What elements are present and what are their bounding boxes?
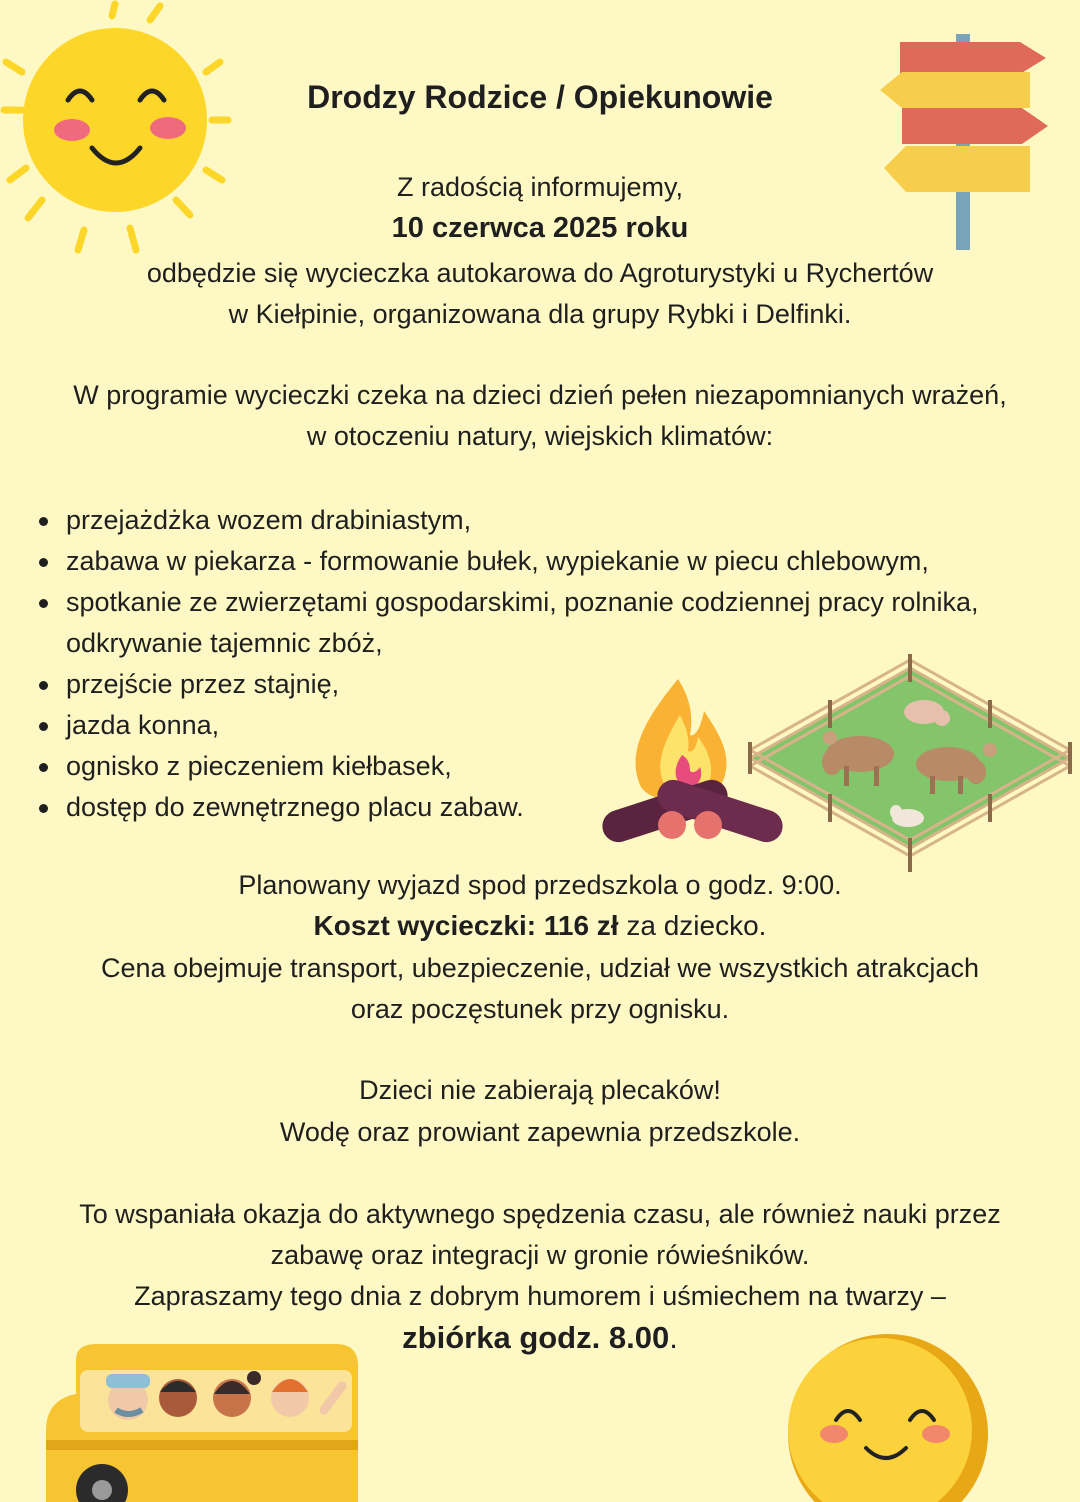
list-item: przejażdżka wozem drabiniastym, bbox=[36, 500, 1056, 541]
intro-line-1: Z radością informujemy, bbox=[396, 172, 684, 202]
program-line-1: W programie wycieczki czeka na dzieci dzień pełen niezapomnianych wrażeń, bbox=[73, 380, 1007, 410]
price-includes-2: oraz poczęstunek przy ognisku. bbox=[350, 994, 730, 1024]
trip-cost bbox=[0, 909, 1080, 943]
farm-pen-icon bbox=[740, 650, 1080, 880]
note-line-2: Wodę oraz prowiant zapewnia przedszkole. bbox=[279, 1117, 801, 1147]
price-includes-1: Cena obejmuje transport, ubezpieczenie, udział we wszystkich atrakcjach bbox=[101, 953, 979, 983]
intro-line-4: w Kiełpinie, organizowana dla grupy Rybki i Delfinki. bbox=[228, 299, 852, 329]
school-bus-icon bbox=[36, 1340, 366, 1502]
closing-line-3: Zapraszamy tego dnia z dobrym humorem i uśmiechem na twarzy – bbox=[134, 1281, 946, 1311]
closing-line-1: To wspaniała okazja do aktywnego spędzenia czasu, ale również nauki przez bbox=[79, 1199, 1001, 1229]
cost-suffix: za dziecko. bbox=[618, 910, 767, 941]
list-item: przejście przez stajnię, bbox=[36, 664, 1056, 705]
gathering-label: zbiórka godz. 8.00 bbox=[402, 1320, 670, 1355]
intro-line-3: odbędzie się wycieczka autokarowa do Agroturystyki u Rychertów bbox=[146, 258, 934, 288]
list-item: spotkanie ze zwierzętami gospodarskimi, poznanie codziennej pracy rolnika, odkrywanie tajemnic zbóż, bbox=[36, 582, 1006, 664]
list-item: ognisko z pieczeniem kiełbasek, bbox=[36, 746, 1056, 787]
gathering-end: . bbox=[669, 1320, 678, 1355]
heading: Drodzy Rodzice / Opiekunowie bbox=[307, 79, 773, 115]
cost-label: Koszt wycieczki: 116 zł bbox=[313, 910, 619, 941]
smiley-icon bbox=[780, 1330, 990, 1502]
program-line-2: w otoczeniu natury, wiejskich klimatów: bbox=[306, 421, 774, 451]
list-item: zabawa w piekarza - formowanie bułek, wypiekanie w piecu chlebowym, bbox=[36, 541, 1056, 582]
closing-line-2: zabawę oraz integracji w gronie rówieśników. bbox=[270, 1240, 810, 1270]
note-line-1: Dzieci nie zabierają plecaków! bbox=[359, 1075, 721, 1105]
trip-date: 10 czerwca 2025 roku bbox=[391, 212, 689, 244]
list-item: jazda konna, bbox=[36, 705, 1056, 746]
departure-time: Planowany wyjazd spod przedszkola o godz. 9:00. bbox=[238, 870, 842, 900]
list-item: dostęp do zewnętrznego placu zabaw. bbox=[36, 787, 1056, 828]
